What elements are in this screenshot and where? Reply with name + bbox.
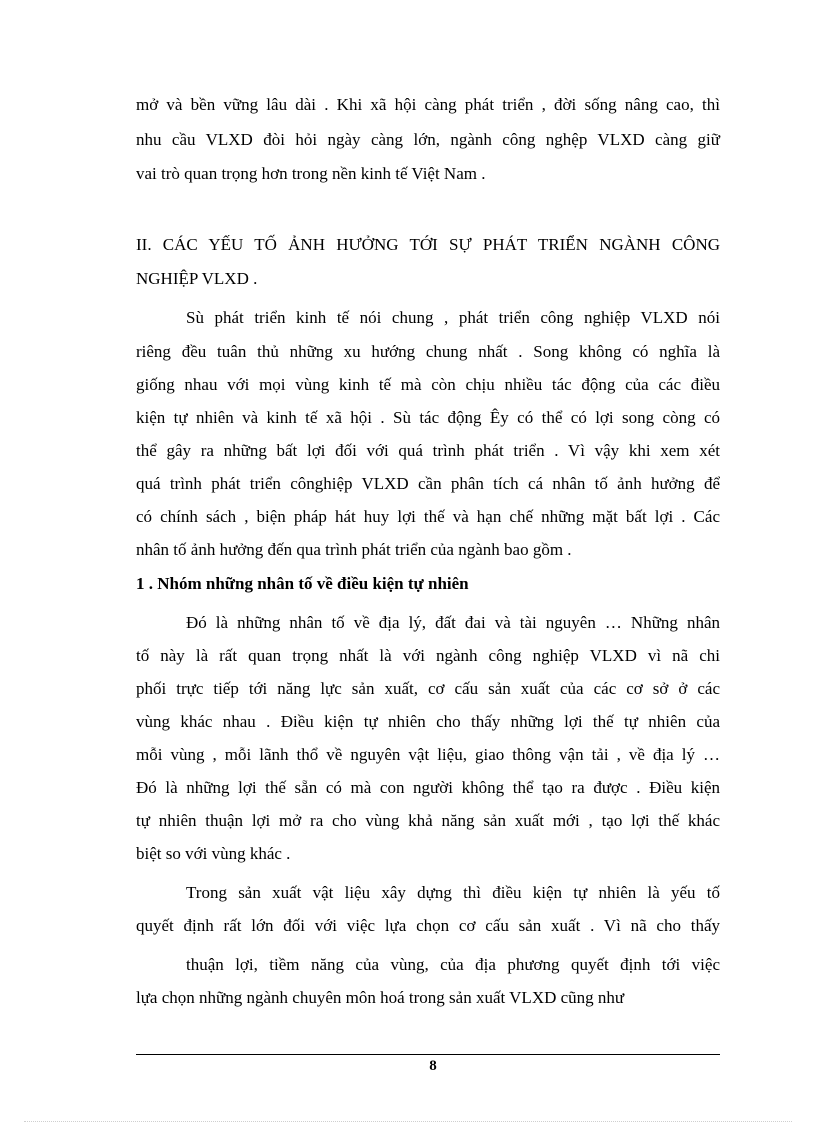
- page-number: 8: [429, 1058, 437, 1074]
- intro-line-2: nhu cầu VLXD đòi hỏi ngày càng lớn, ngành công nghệp VLXD càng giữ: [136, 130, 720, 149]
- natural-conditions-heading: 1 . Nhóm những nhân tố về điều kiện tự nhiên: [136, 574, 469, 593]
- section-paragraph-line-5: thể gây ra những bất lợi đối với quá trình phát triển . Vì vậy khi xem xét: [136, 441, 720, 460]
- section-paragraph-line-8: nhân tố ảnh hưởng đến qua trình phát triển của ngành bao gồm .: [136, 540, 572, 559]
- natural-paragraph-line-7: tự nhiên thuận lợi mở ra cho vùng khả năng sản xuất mới , tạo lợi thế khác: [136, 811, 720, 830]
- natural-paragraph-line-8: biệt so với vùng khác .: [136, 844, 291, 863]
- page-bottom-divider: [24, 1121, 792, 1122]
- section-heading-line-1: II. CÁC YẾU TỐ ẢNH HƯỞNG TỚI SỰ PHÁT TRIỂN NGÀNH CÔNG: [136, 235, 720, 254]
- continuation-line-2: lựa chọn những ngành chuyên môn hoá trong sản xuất VLXD cũng như: [136, 988, 625, 1007]
- section-paragraph-line-3: giống nhau với mọi vùng kinh tế mà còn chịu nhiều tác động của các điều: [136, 375, 720, 394]
- continuation-line-1: thuận lợi, tiềm năng của vùng, của địa phương quyết định tới việc: [186, 955, 720, 974]
- natural-paragraph-line-4: vùng khác nhau . Điều kiện tự nhiên cho thấy những lợi thế tự nhiên của: [136, 712, 720, 731]
- section-heading-line-2: NGHIỆP VLXD .: [136, 269, 258, 288]
- section-paragraph-line-6: quá trình phát triển cônghiệp VLXD cần phân tích cá nhân tố ảnh hưởng để: [136, 474, 720, 493]
- section-paragraph-line-7: có chính sách , biện pháp hát huy lợi thế và hạn chế những mặt bất lợi . Các: [136, 507, 720, 526]
- natural-paragraph-line-5: mỗi vùng , mỗi lãnh thổ về nguyên vật liệu, giao thông vận tải , về địa lý …: [136, 745, 720, 764]
- natural-paragraph-line-6: Đó là những lợi thế sẵn có mà con người không thể tạo ra được . Điều kiện: [136, 778, 720, 797]
- section-paragraph-line-4: kiện tự nhiên và kinh tế xã hội . Sù tác động Êy có thể có lợi song còng có: [136, 408, 720, 427]
- natural-paragraph-line-1: Đó là những nhân tố về địa lý, đất đai và tài nguyên … Những nhân: [186, 613, 720, 632]
- section-paragraph-line-1: Sù phát triển kinh tế nói chung , phát triển công nghiệp VLXD nói: [186, 308, 720, 327]
- intro-line-1: mở và bền vững lâu dài . Khi xã hội càng phát triển , đời sống nâng cao, thì: [136, 95, 720, 114]
- materials-paragraph-line-2: quyết định rất lớn đối với việc lựa chọn cơ cấu sản xuất . Vì nã cho thấy: [136, 916, 720, 935]
- natural-paragraph-line-3: phối trực tiếp tới năng lực sản xuất, cơ cấu sản xuất của các cơ sở ở các: [136, 679, 720, 698]
- intro-line-3: vai trò quan trọng hơn trong nền kinh tế Việt Nam .: [136, 164, 486, 183]
- footer-rule: [136, 1054, 720, 1055]
- section-paragraph-line-2: riêng đều tuân thủ những xu hướng chung nhất . Song không có nghĩa là: [136, 342, 720, 361]
- materials-paragraph-line-1: Trong sản xuất vật liệu xây dựng thì điều kiện tự nhiên là yếu tố: [186, 883, 720, 902]
- natural-paragraph-line-2: tố này là rất quan trọng nhất là với ngành công nghiệp VLXD vì nã chi: [136, 646, 720, 665]
